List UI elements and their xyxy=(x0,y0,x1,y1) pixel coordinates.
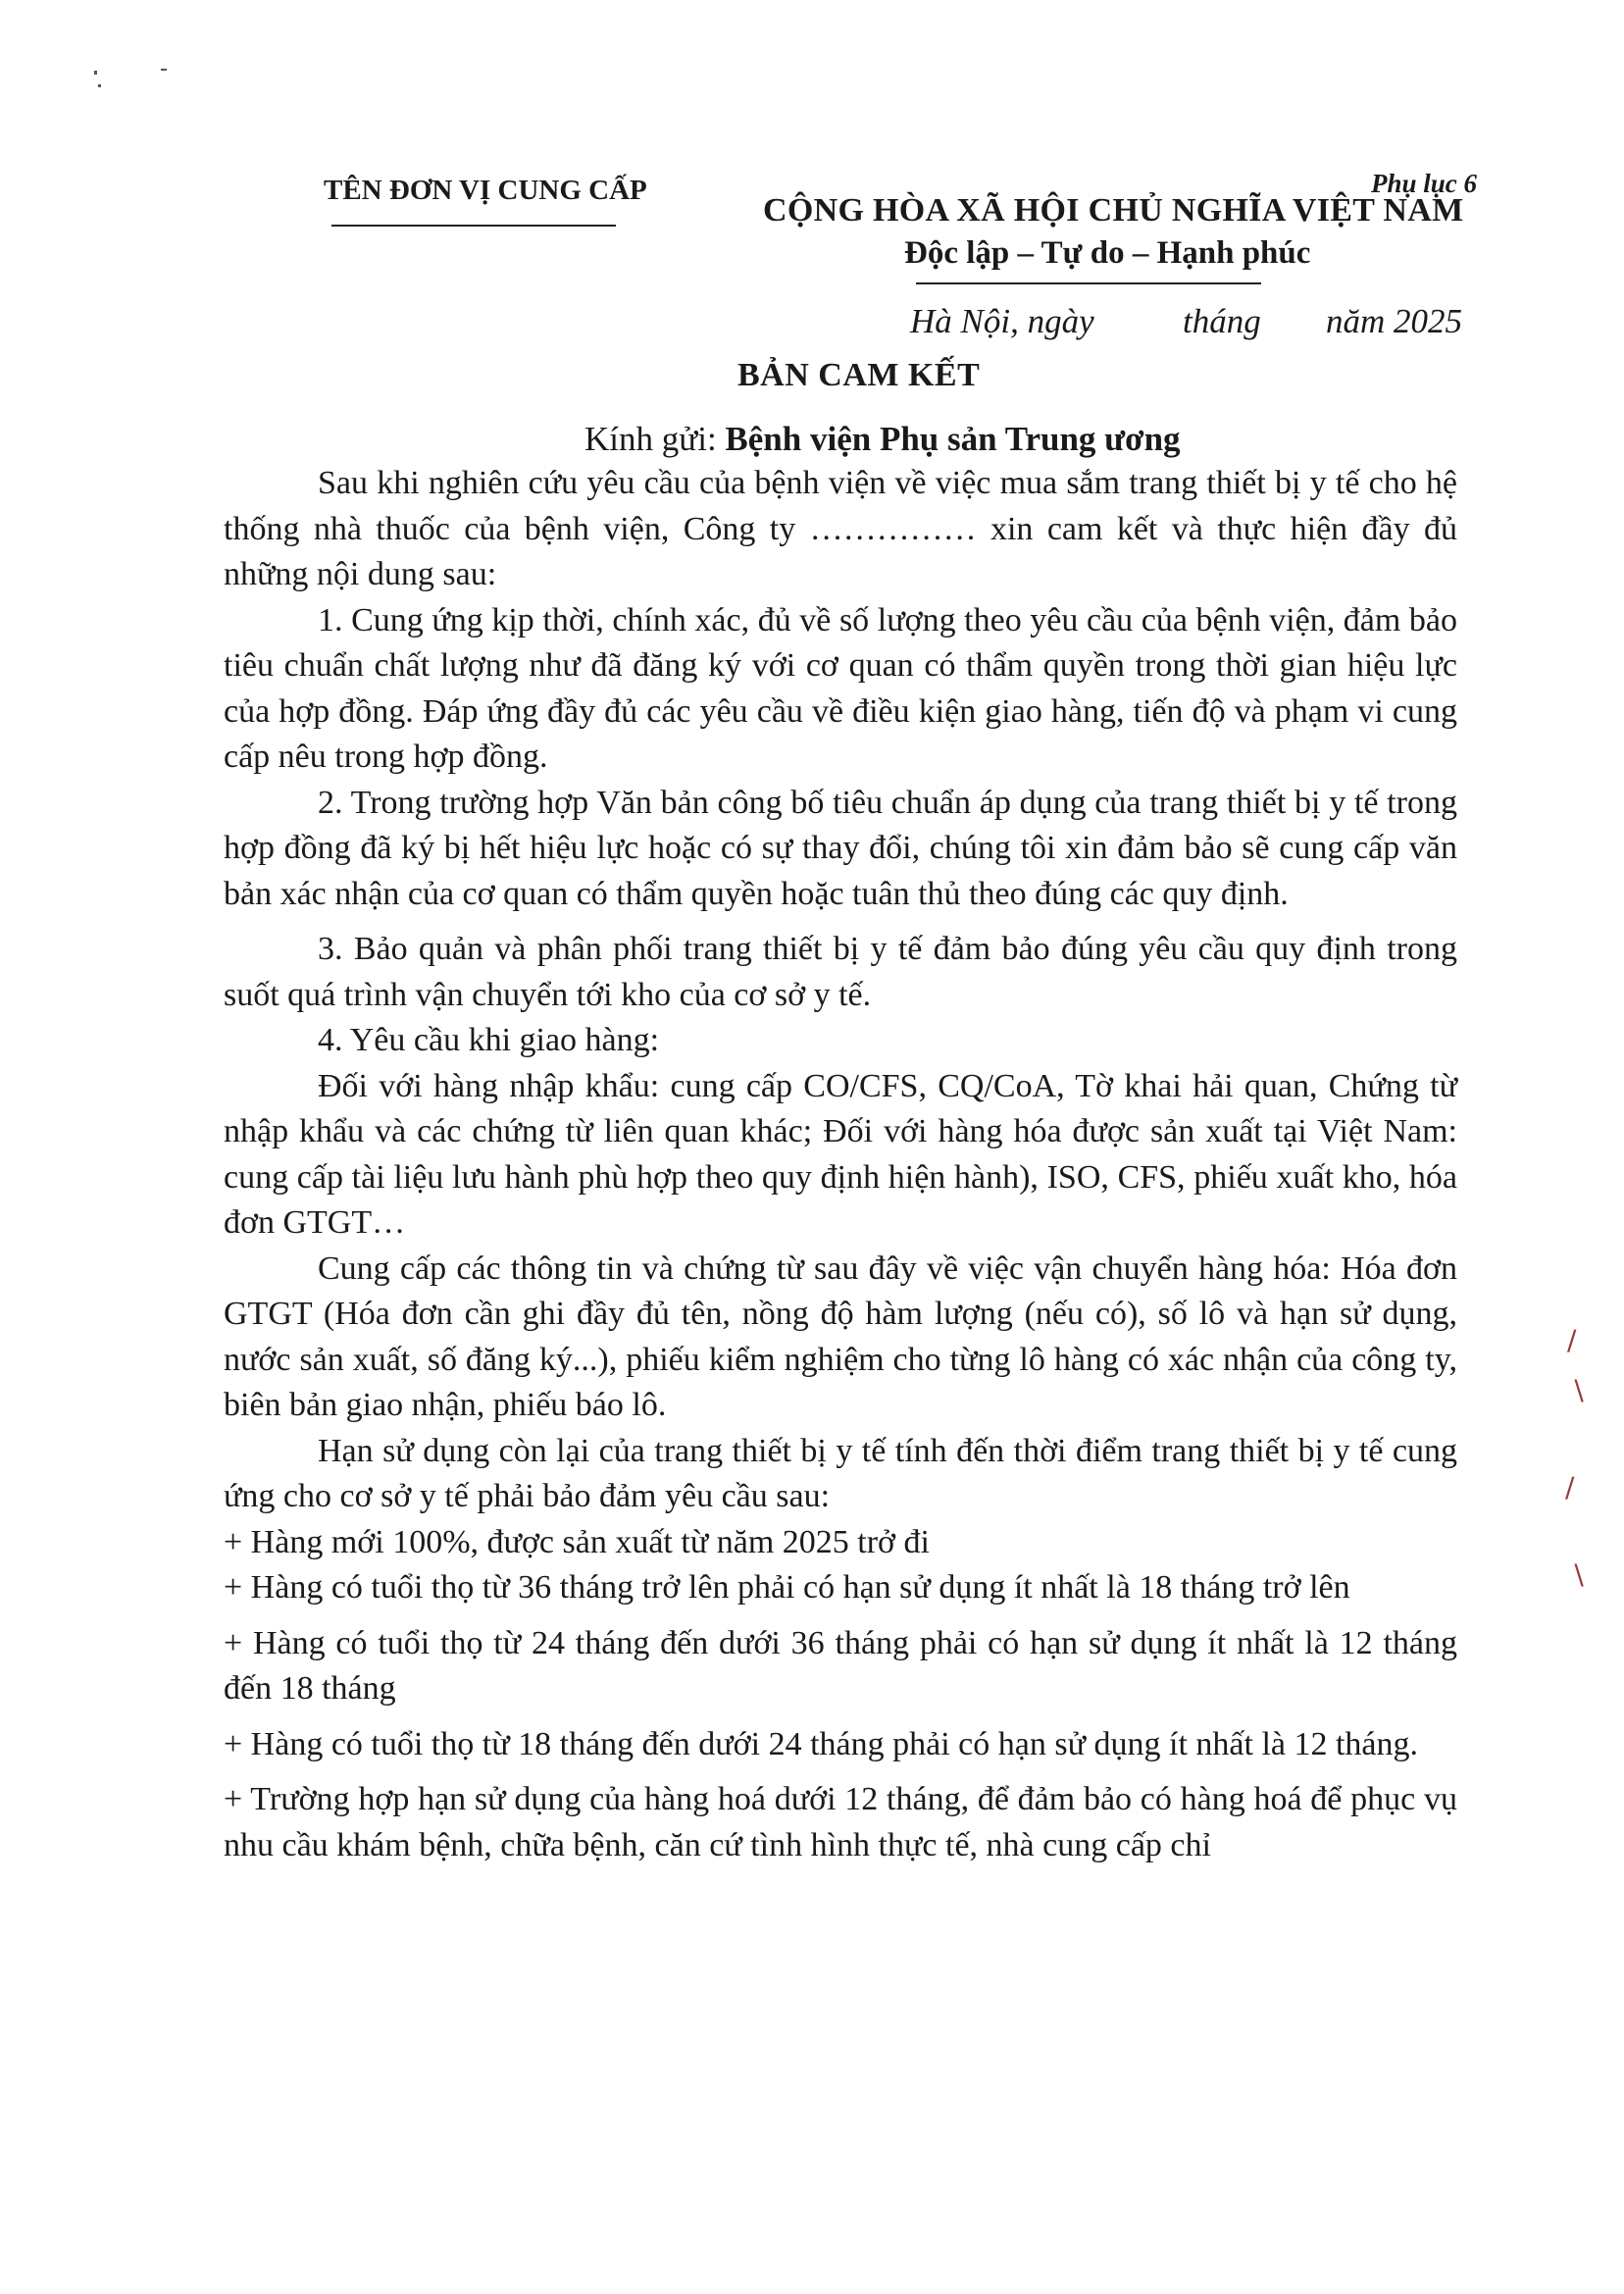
document-title: BẢN CAM KẾT xyxy=(737,357,981,393)
delivery-documents-paragraph: Đối với hàng nhập khẩu: cung cấp CO/CFS, CQ/CoA, Tờ khai hải quan, Chứng từ nhập khẩu và các chứng từ liên quan khác; Đối với hàng hóa được sản xuất tại Việt Nam: cung cấp tài liệu lưu hành phù hợp theo quy định hiện hành), ISO, CFS, phiếu xuất kho, hóa đơn GTGT… xyxy=(224,1067,1457,1241)
shelf-life-bullet: + Hàng có tuổi thọ từ 24 tháng đến dưới 36 tháng phải có hạn sử dụng ít nhất là 12 tháng đến 18 tháng xyxy=(224,1624,1457,1707)
recipient-line xyxy=(584,420,1181,459)
place-date-month: tháng xyxy=(1183,302,1261,340)
recipient-name: Bệnh viện Phụ sản Trung ương xyxy=(725,420,1181,458)
margin-stamp-mark: ∕ xyxy=(1567,1324,1577,1356)
shelf-life-intro: Hạn sử dụng còn lại của trang thiết bị y tế tính đến thời điểm trang thiết bị y tế cung ứng cho cơ sở y tế phải bảo đảm yêu cầu sau: xyxy=(224,1432,1457,1514)
scan-speck xyxy=(98,84,101,87)
scan-speck xyxy=(94,71,97,75)
commitment-item-2: 2. Trong trường hợp Văn bản công bố tiêu chuẩn áp dụng của trang thiết bị y tế trong hợp đồng đã ký bị hết hiệu lực hoặc có sự thay đổi, chúng tôi xin đảm bảo sẽ cung cấp văn bản xác nhận của cơ quan có thẩm quyền hoặc tuân thủ theo đúng các quy định. xyxy=(224,784,1457,912)
supplier-unit-heading: TÊN ĐƠN VỊ CUNG CẤP xyxy=(324,175,647,206)
recipient-prefix: Kính gửi: xyxy=(584,420,717,458)
commitment-item-1: 1. Cung ứng kịp thời, chính xác, đủ về số lượng theo yêu cầu của bệnh viện, đảm bảo tiêu chuẩn chất lượng như đã đăng ký với cơ quan có thẩm quyền trong thời gian hiệu lực của hợp đồng. Đáp ứng đầy đủ các yêu cầu về điều kiện giao hàng, tiến độ và phạm vi cung cấp nêu trong hợp đồng. xyxy=(224,601,1457,775)
shelf-life-bullet: + Trường hợp hạn sử dụng của hàng hoá dưới 12 tháng, để đảm bảo có hàng hoá để phục vụ nhu cầu khám bệnh, chữa bệnh, căn cứ tình hình thực tế, nhà cung cấp chỉ xyxy=(224,1781,1457,1863)
shelf-life-bullet: + Hàng có tuổi thọ từ 18 tháng đến dưới 24 tháng phải có hạn sử dụng ít nhất là 12 tháng. xyxy=(224,1725,1419,1762)
transport-documents-paragraph: Cung cấp các thông tin và chứng từ sau đây về việc vận chuyển hàng hóa: Hóa đơn GTGT (Hóa đơn cần ghi đầy đủ tên, nồng độ hàm lượng (nếu có), số lô và hạn sử dụng, nước sản xuất, số đăng ký...), phiếu kiểm nghiệm cho từng lô hàng có xác nhận của công ty, biên bản giao nhận, phiếu báo lô. xyxy=(224,1249,1457,1423)
margin-stamp-mark: ∕ xyxy=(1565,1471,1575,1504)
supplier-unit-underline xyxy=(331,225,616,227)
shelf-life-bullet: + Hàng có tuổi thọ từ 36 tháng trở lên phải có hạn sử dụng ít nhất là 18 tháng trở lên xyxy=(224,1569,1350,1606)
national-motto: Độc lập – Tự do – Hạnh phúc xyxy=(904,235,1311,271)
shelf-life-bullet: + Hàng mới 100%, được sản xuất từ năm 2025 trở đi xyxy=(224,1523,930,1560)
commitment-item-4: 4. Yêu cầu khi giao hàng: xyxy=(318,1022,660,1058)
commitment-item-3: 3. Bảo quản và phân phối trang thiết bị y tế đảm bảo đúng yêu cầu quy định trong suốt quá trình vận chuyển tới kho của cơ sở y tế. xyxy=(224,931,1457,1013)
margin-stamp-mark: ∖ xyxy=(1569,1375,1587,1407)
motto-underline xyxy=(916,282,1261,284)
scan-speck xyxy=(161,69,167,71)
place-date-day: Hà Nội, ngày xyxy=(910,302,1094,340)
document-body xyxy=(224,461,1457,1868)
national-title: CỘNG HÒA XÃ HỘI CHỦ NGHĨA VIỆT NAM xyxy=(763,192,1464,229)
place-date-year: năm 2025 xyxy=(1326,302,1463,340)
intro-paragraph: Sau khi nghiên cứu yêu cầu của bệnh viện về việc mua sắm trang thiết bị y tế cho hệ thống nhà thuốc của bệnh viện, Công ty …………… xin cam kết và thực hiện đầy đủ những nội dung sau: xyxy=(224,465,1457,592)
margin-stamp-mark: ∖ xyxy=(1569,1559,1587,1592)
annex-label: Phụ lục 6 xyxy=(1370,169,1477,198)
